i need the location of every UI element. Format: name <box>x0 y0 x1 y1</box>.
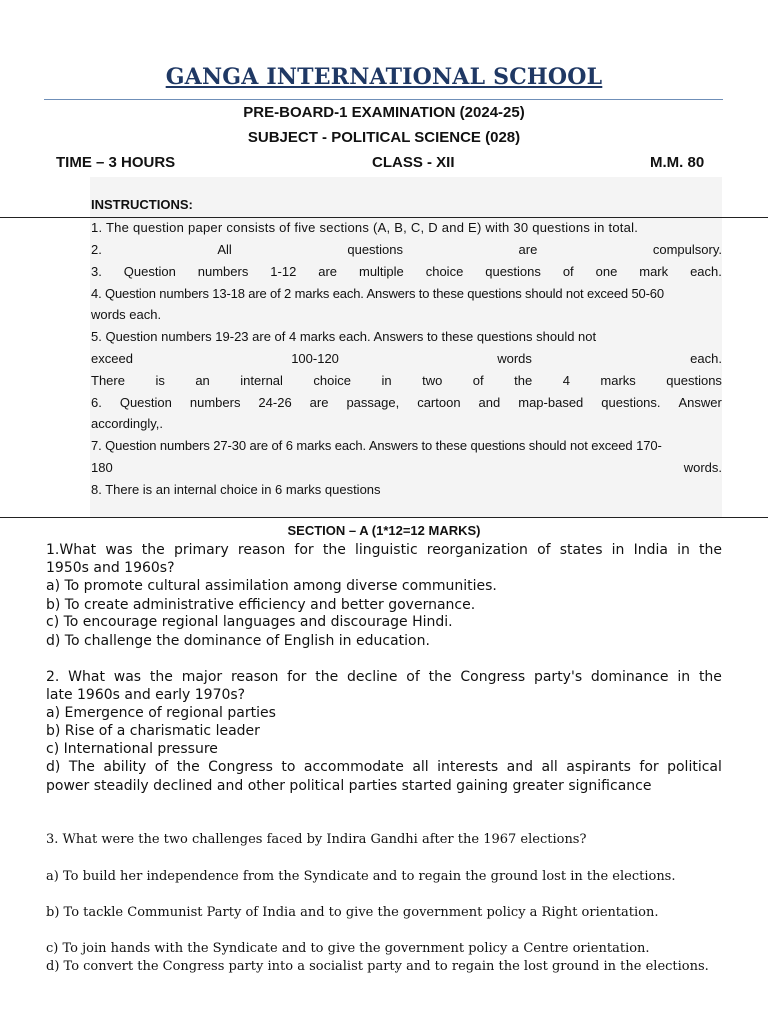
question-1-option-c: c) To encourage regional languages and discourage Hindi. <box>46 614 453 630</box>
question-3-option-d: d) To convert the Congress party into a socialist party and to regain the lost ground in the elections. <box>46 959 709 974</box>
max-marks-label: M.M. 80 <box>650 154 705 171</box>
question-2-option-b: b) Rise of a charismatic leader <box>46 723 260 739</box>
word: Answer <box>678 395 722 410</box>
instruction-line-7: 7. Question numbers 27-30 are of 6 marks each. Answers to these questions should not exceed 170- <box>91 438 662 453</box>
word: in <box>677 542 690 558</box>
word: The <box>68 759 95 775</box>
word: India <box>633 542 668 558</box>
word: the <box>698 669 722 685</box>
word: and <box>478 395 501 410</box>
word: accommodate <box>303 759 404 775</box>
word: linguistic <box>354 542 418 558</box>
word: two <box>422 373 443 388</box>
instruction-line-5-cont <box>91 351 722 367</box>
word: aspirants <box>566 759 631 775</box>
question-1-text <box>46 541 722 559</box>
word: to <box>281 759 296 775</box>
question-3-option-c: c) To join hands with the Syndicate and to give the government policy a Centre orientation. <box>46 941 650 956</box>
question-2-option-d-cont: power steadily declined and other political parties started gaining greater significance <box>46 778 652 794</box>
word: each. <box>690 351 722 366</box>
word: d) <box>46 759 61 775</box>
instruction-line-5: 5. Question numbers 19-23 are of 4 marks each. Answers to these questions should not <box>91 329 597 344</box>
word: 4 <box>562 373 570 388</box>
word: are <box>309 395 329 410</box>
question-1-text-cont: 1950s and 1960s? <box>46 560 175 576</box>
word: decline <box>347 669 398 685</box>
word: 3. <box>91 264 102 279</box>
word: major <box>181 669 223 685</box>
instructions-heading: INSTRUCTIONS: <box>91 197 193 212</box>
question-2-option-d <box>46 758 722 776</box>
question-2-option-a: a) Emergence of regional parties <box>46 705 276 721</box>
word: in <box>677 669 691 685</box>
word: was <box>105 542 133 558</box>
word: party's <box>533 669 583 685</box>
word: internal <box>240 373 283 388</box>
word: 2. <box>91 242 102 257</box>
word: states <box>559 542 603 558</box>
word: the <box>315 669 339 685</box>
instruction-line-3 <box>91 264 722 280</box>
word: choice <box>425 264 464 279</box>
word: ability <box>103 759 147 775</box>
question-1-option-a: a) To promote cultural assimilation among diverse communities. <box>46 578 497 594</box>
school-name: GANGA INTERNATIONAL SCHOOL <box>165 64 603 90</box>
word: of <box>154 759 169 775</box>
word: reason <box>230 669 279 685</box>
question-1-option-b: b) To create administrative efficiency and better governance. <box>46 597 476 613</box>
question-2-text <box>46 668 722 686</box>
word: was <box>113 669 142 685</box>
word: an <box>195 373 210 388</box>
word: the <box>149 669 173 685</box>
question-2-option-c: c) International pressure <box>46 741 218 757</box>
word: All <box>217 242 232 257</box>
word: of <box>537 542 551 558</box>
word: questions. <box>601 395 661 410</box>
word: each. <box>690 264 722 279</box>
word: all <box>541 759 558 775</box>
question-3-option-b: b) To tackle Communist Party of India and to give the government policy a Right orientation. <box>46 905 659 920</box>
exam-title: PRE-BOARD-1 EXAMINATION (2024-25) <box>243 104 525 121</box>
question-1-option-d: d) To challenge the dominance of English in education. <box>46 633 430 649</box>
word: questions <box>666 373 722 388</box>
word: one <box>595 264 618 279</box>
word: reason <box>237 542 286 558</box>
word: 1.What <box>46 542 97 558</box>
word: of <box>406 669 420 685</box>
word: in <box>611 542 625 558</box>
word: numbers <box>197 264 249 279</box>
word: the <box>176 759 200 775</box>
word: reorganization <box>426 542 528 558</box>
instruction-line-6-cont: accordingly,. <box>91 416 164 431</box>
word: interests <box>437 759 499 775</box>
instruction-line-4-cont: words each. <box>91 307 162 322</box>
instruction-line-6 <box>91 395 722 411</box>
word: 6. <box>91 395 102 410</box>
word: Congress <box>208 759 273 775</box>
word: marks <box>600 373 636 388</box>
word: passage, <box>346 395 400 410</box>
word: choice <box>313 373 351 388</box>
word: compulsory. <box>652 242 722 257</box>
word: of <box>562 264 574 279</box>
word: Question <box>123 264 176 279</box>
word: all <box>412 759 429 775</box>
word: for <box>294 542 314 558</box>
word: questions <box>347 242 404 257</box>
word: for <box>287 669 307 685</box>
word: is <box>155 373 165 388</box>
word: for <box>639 759 659 775</box>
word: are <box>518 242 538 257</box>
instruction-line-7-cont: 180 <box>91 460 113 475</box>
word: Question <box>119 395 172 410</box>
word: primary <box>173 542 229 558</box>
class-label: CLASS - XII <box>372 154 455 171</box>
word: map-based <box>518 395 584 410</box>
word: of <box>472 373 484 388</box>
instruction-line-1: 1. The question paper consists of five sections (A, B, C, D and E) with 30 questions in total. <box>91 220 639 235</box>
word: numbers <box>189 395 241 410</box>
question-3-text: 3. What were the two challenges faced by Indira Gandhi after the 1967 elections? <box>46 832 587 847</box>
instruction-line-2 <box>91 242 722 258</box>
word: multiple <box>358 264 404 279</box>
word: the <box>514 373 533 388</box>
word: 24-26 <box>258 395 292 410</box>
time-label: TIME – 3 HOURS <box>56 154 176 171</box>
question-3-option-a: a) To build her independence from the Syndicate and to regain the ground lost in the elections. <box>46 869 676 884</box>
word: dominance <box>590 669 669 685</box>
instruction-line-5-choice <box>91 373 722 389</box>
word: the <box>428 669 452 685</box>
word: questions <box>485 264 541 279</box>
instructions-bottom-rule <box>0 517 768 518</box>
word: 2. <box>46 669 60 685</box>
word: are <box>318 264 338 279</box>
word: the <box>699 542 722 558</box>
word: 1-12 <box>270 264 297 279</box>
instruction-line-7-end: words. <box>683 460 722 475</box>
question-2-text-cont: late 1960s and early 1970s? <box>46 687 246 703</box>
word: exceed <box>91 351 133 366</box>
word: the <box>141 542 165 558</box>
word: What <box>68 669 105 685</box>
word: cartoon <box>417 395 461 410</box>
section-a-heading: SECTION – A (1*12=12 MARKS) <box>287 523 481 538</box>
word: 100-120 <box>291 351 339 366</box>
word: There <box>91 373 125 388</box>
word: and <box>506 759 533 775</box>
word: in <box>381 373 392 388</box>
word: political <box>667 759 722 775</box>
word: words <box>497 351 532 366</box>
subject-line: SUBJECT - POLITICAL SCIENCE (028) <box>247 129 521 146</box>
instruction-line-8: 8. There is an internal choice in 6 marks questions <box>91 482 381 497</box>
word: Congress <box>460 669 526 685</box>
word: the <box>322 542 346 558</box>
instructions-top-rule <box>0 217 768 218</box>
word: mark <box>639 264 669 279</box>
title-divider <box>44 99 723 100</box>
instruction-line-4: 4. Question numbers 13-18 are of 2 marks each. Answers to these questions should not exceed 50-60 <box>91 286 664 301</box>
